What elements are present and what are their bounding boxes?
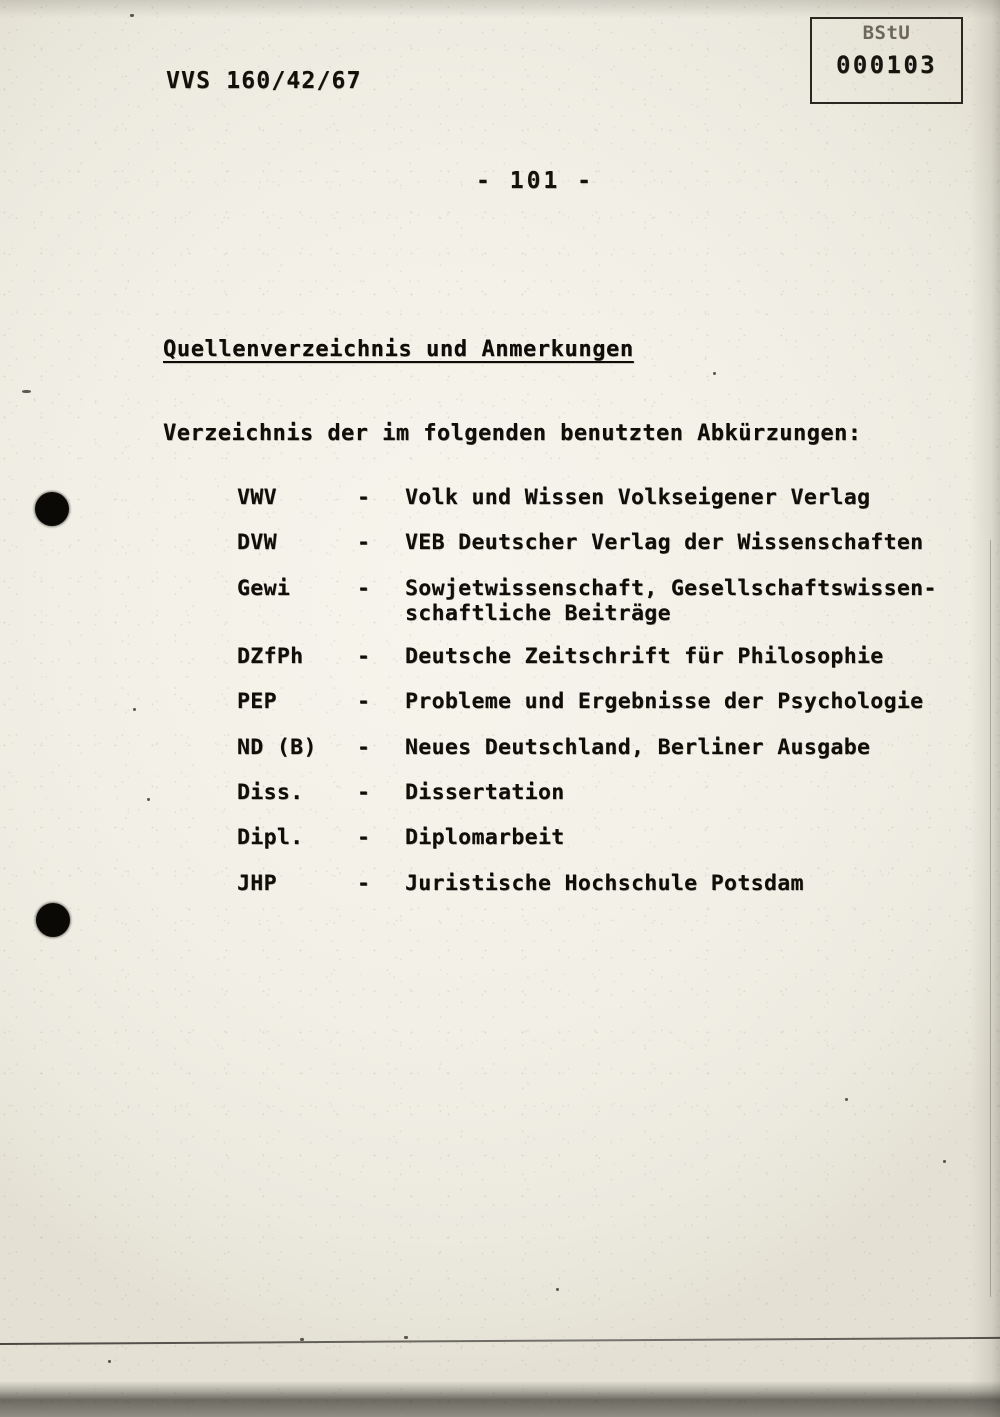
abbreviation-row xyxy=(237,736,957,760)
scan-speck xyxy=(300,1338,304,1341)
abbreviation-expansion: VEB Deutscher Verlag der Wissenschaften xyxy=(405,530,924,556)
abbreviation-expansion: Probleme und Ergebnisse der Psychologie xyxy=(405,689,924,715)
abbreviation-dash: - xyxy=(357,734,371,760)
abbreviation-dash: - xyxy=(357,870,371,896)
archival-stamp-box xyxy=(810,17,963,104)
abbreviation-list-intro: Verzeichnis der im folgenden benutzten Abkürzungen: xyxy=(163,421,862,446)
abbreviation-dash: - xyxy=(357,779,371,805)
abbreviation-row xyxy=(237,645,957,669)
abbreviation-row xyxy=(237,826,957,850)
abbreviation-list xyxy=(237,486,957,917)
abbreviation-dash: - xyxy=(357,485,371,510)
abbreviation-short: Gewi xyxy=(237,575,291,601)
hole-punch-mark xyxy=(35,492,69,526)
scan-speck xyxy=(556,1288,559,1291)
abbreviation-expansion: Volk und Wissen Volkseigener Verlag xyxy=(405,485,871,510)
scan-speck xyxy=(845,1098,848,1101)
abbreviation-row xyxy=(237,531,957,555)
page-top-shadow xyxy=(0,0,1000,18)
archival-folio-number: 000103 xyxy=(835,51,938,79)
classification-reference: VVS 160/42/67 xyxy=(166,68,362,94)
scan-speck xyxy=(133,708,136,711)
abbreviation-short: DVW xyxy=(237,530,277,556)
abbreviation-dash: - xyxy=(357,689,371,715)
abbreviation-short: VWV xyxy=(237,485,277,510)
abbreviation-expansion: Diplomarbeit xyxy=(405,825,565,851)
page-right-shadow xyxy=(970,0,1000,1417)
abbreviation-expansion: Juristische Hochschule Potsdam xyxy=(405,870,804,896)
abbreviation-short: DZfPh xyxy=(237,644,304,670)
abbreviation-expansion-line1: Sowjetwissenschaft, Gesellschaftswissen- xyxy=(405,575,937,601)
page-bottom-shadow xyxy=(0,1331,1000,1417)
abbreviation-row xyxy=(237,781,957,805)
archival-authority-label: BStU xyxy=(862,22,911,44)
abbreviation-expansion: Neues Deutschland, Berliner Ausgabe xyxy=(405,734,871,760)
scan-speck xyxy=(22,390,31,393)
scan-speck xyxy=(404,1336,408,1339)
abbreviation-row xyxy=(237,872,957,896)
abbreviation-expansion-line2: schaftliche Beiträge xyxy=(405,600,671,626)
abbreviation-short: ND (B) xyxy=(237,734,317,760)
abbreviation-dash: - xyxy=(357,575,371,601)
abbreviation-short: JHP xyxy=(237,870,277,896)
abbreviation-expansion xyxy=(405,577,957,627)
scan-speck xyxy=(147,798,150,801)
abbreviation-dash: - xyxy=(357,530,371,556)
abbreviation-row xyxy=(237,486,957,510)
abbreviation-dash: - xyxy=(357,825,371,851)
page-number-text: - 101 - xyxy=(476,168,594,194)
abbreviation-short: Diss. xyxy=(237,779,304,805)
scan-speck xyxy=(130,14,134,17)
scan-speck xyxy=(108,1360,111,1363)
section-heading: Quellenverzeichnis und Anmerkungen xyxy=(163,337,634,362)
abbreviation-short: PEP xyxy=(237,689,277,715)
page-bottom-edge-line xyxy=(0,1337,1000,1345)
hole-punch-mark xyxy=(36,903,70,937)
page-right-edge-line xyxy=(990,540,991,1297)
abbreviation-expansion: Deutsche Zeitschrift für Philosophie xyxy=(405,644,884,670)
abbreviation-row xyxy=(237,690,957,714)
abbreviation-row xyxy=(237,577,957,627)
page-number xyxy=(0,168,1000,194)
scan-speck xyxy=(713,372,716,375)
scan-speck xyxy=(943,1160,946,1163)
abbreviation-dash: - xyxy=(357,644,371,670)
abbreviation-expansion: Dissertation xyxy=(405,779,565,805)
abbreviation-short: Dipl. xyxy=(237,825,304,851)
